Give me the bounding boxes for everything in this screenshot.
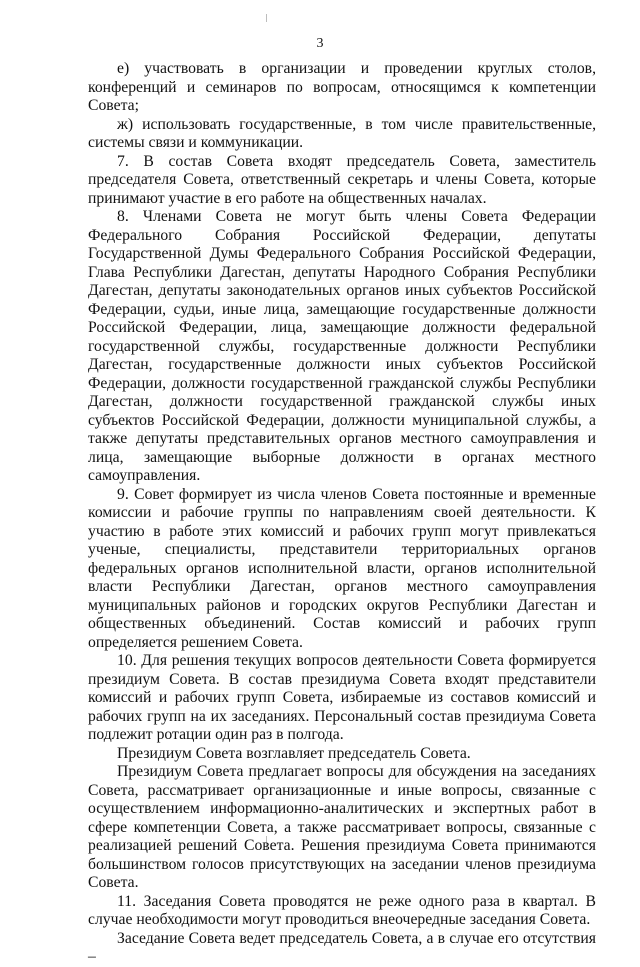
- paragraph-item-e: е) участвовать в организации и проведении круглых столов, конференций и семинаров по вопросам, относящимся к компетенции Совета;: [88, 60, 596, 114]
- document-body: [88, 60, 596, 967]
- paragraph-7: 7. В состав Совета входят председатель Совета, заместитель председателя Совета, ответственный секретарь и члены Совета, которые принимают участие в его работе на общественных началах.: [88, 152, 596, 207]
- paragraph-item-zh: ж) использовать государственные, в том числе правительственные, системы связи и коммуникации.: [88, 115, 596, 151]
- paragraph-8: 8. Членами Совета не могут быть члены Совета Федерации Федерального Собрания Российской Федерации, депутаты Государственной Думы Федерального Собрания Российской Федерации, Глава Республики Дагестан, депутаты Народного Собрания Республики Дагестан, депутаты законодательных органов иных субъектов Российской Федерации, судьи, иные лица, замещающие государственные должности Российской Федерации, лица, замещающие должности федеральной государственной службы, государственные должности Республики Дагестан, государственные должности иных субъектов Российской Федерации, должности государственной гражданской службы Республики Дагестан, должности государственной гражданской службы иных субъектов Российской Федерации, должности муниципальной службы, а также депутаты представительных органов местного самоуправления и лица, замещающие выборные должности в органах местного самоуправления.: [88, 208, 596, 484]
- paragraph-session-chair: Заседание Совета ведет председатель Совета, а в случае его отсутствия –: [88, 929, 596, 965]
- paragraph-11: 11. Заседания Совета проводятся не реже одного раза в квартал. В случае необходимости могут проводиться внеочередные заседания Совета.: [88, 892, 596, 928]
- paragraph-presidium-duties: Президиум Совета предлагает вопросы для обсуждения на заседаниях Совета, рассматривает организационные и иные вопросы, связанные с осуществлением информационно-аналитических и экспертных работ в сфере компетенции Совета, а также рассматривает вопросы, связанные с реализацией решений Совета. Решения президиума Совета принимаются большинством голосов присутствующих на заседании членов президиума Совета.: [88, 763, 596, 891]
- paragraph-9: 9. Совет формирует из числа членов Совета постоянные и временные комиссии и рабочие группы по направлениям своей деятельности. К участию в работе этих комиссий и рабочих групп могут привлекаться ученые, специалисты, представители территориальных органов федеральных органов исполнительной власти, органов исполнительной власти Республики Дагестан, органов местного самоуправления муниципальных районов и городских округов Республики Дагестан и общественных объединений. Состав комиссий и рабочих групп определяется решением Совета.: [88, 485, 596, 651]
- page-number: 3: [316, 36, 324, 51]
- paragraph-10: 10. Для решения текущих вопросов деятельности Совета формируется президиум Совета. В состав президиума Совета входят представители комиссий и рабочих групп Совета, избираемые из составов комиссий и рабочих групп на их заседаниях. Персональный состав президиума Совета подлежит ротации один раз в полгода.: [88, 652, 596, 743]
- scan-artifact-top: [266, 14, 267, 22]
- paragraph-presidium-head: Президиум Совета возглавляет председатель Совета.: [117, 744, 471, 762]
